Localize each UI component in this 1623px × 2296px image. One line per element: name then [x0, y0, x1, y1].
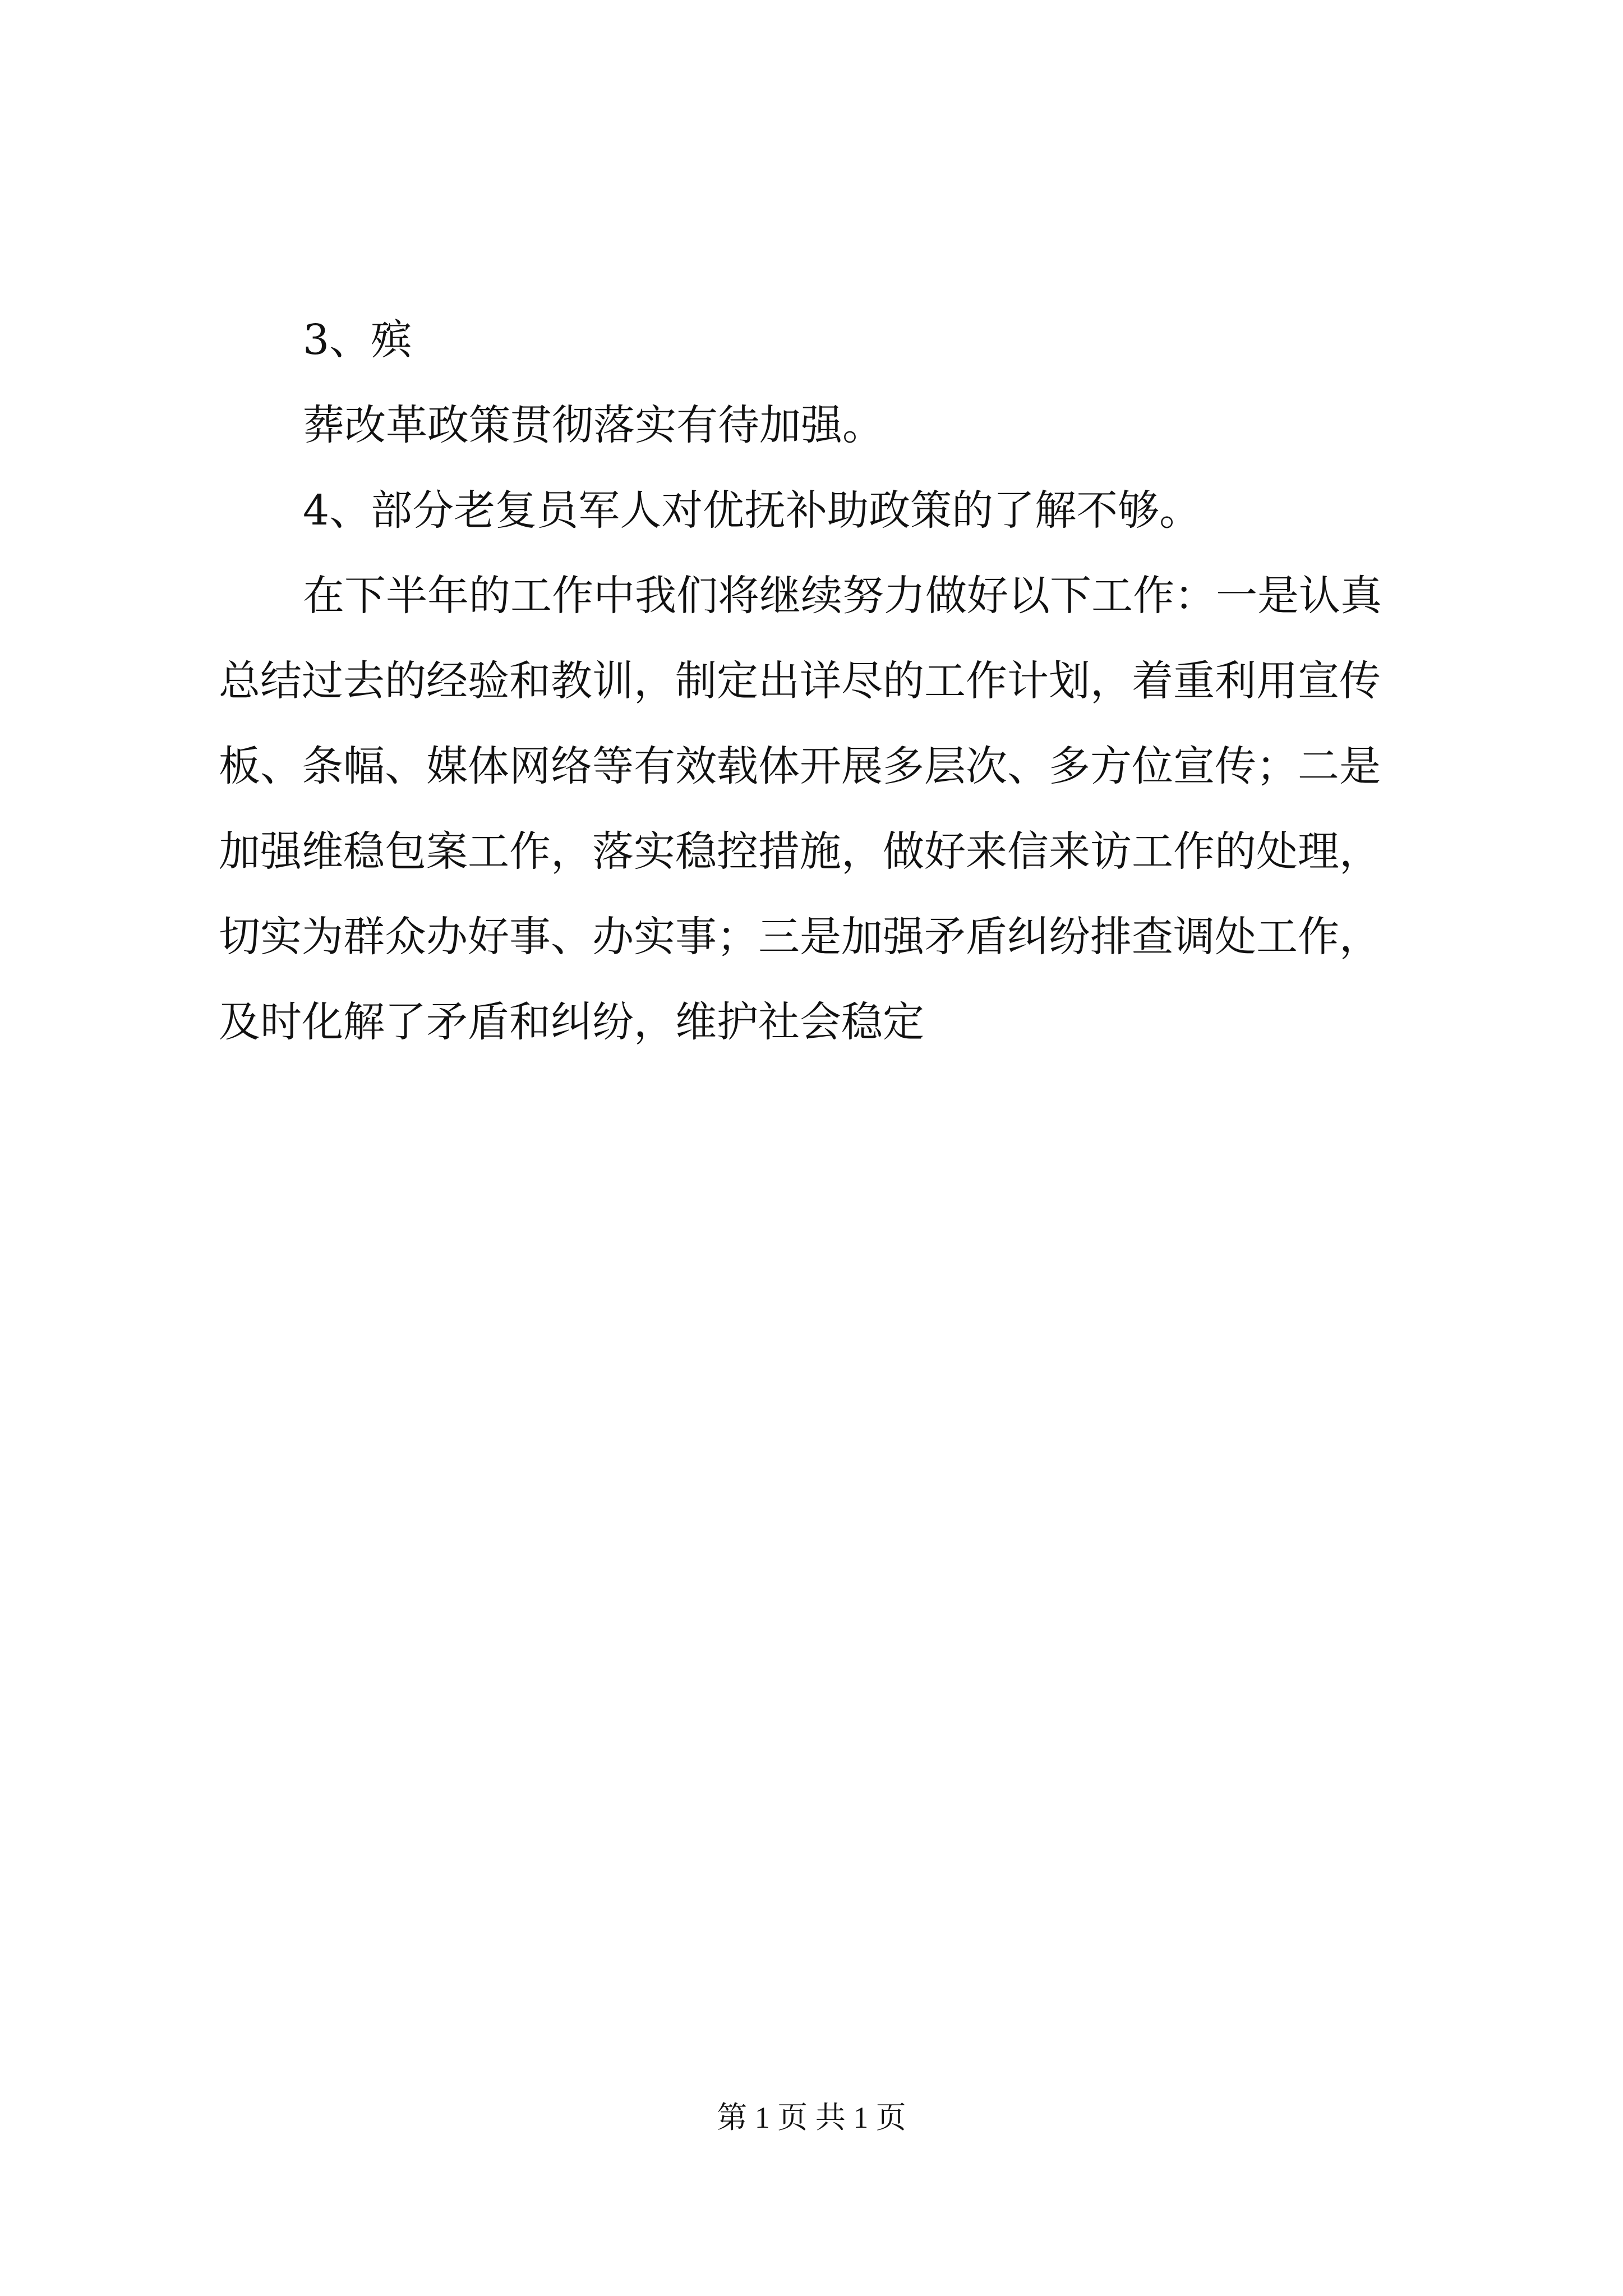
page-number-footer: 第 1 页 共 1 页	[717, 2101, 906, 2134]
item-3-line: 3、殡	[303, 316, 413, 364]
plan-paragraph-line-1: 在下半年的工作中我们将继续努力做好以下工作：一是认真	[303, 572, 1382, 620]
document-body	[219, 297, 1424, 1065]
plan-paragraph-line-5: 切实为群众办好事、办实事；三是加强矛盾纠纷排查调处工作，	[219, 913, 1381, 961]
plan-paragraph-line-6: 及时化解了矛盾和纠纷，维护社会稳定	[219, 998, 924, 1046]
item-3-continuation: 葬改革政策贯彻落实有待加强。	[303, 401, 884, 449]
plan-paragraph-line-3: 板、条幅、媒体网络等有效载体开展多层次、多方位宣传；二是	[219, 742, 1381, 790]
item-4-line: 4、部分老复员军人对优抚补助政策的了解不够。	[303, 486, 1201, 535]
plan-paragraph-line-2: 总结过去的经验和教训，制定出详尽的工作计划，着重利用宣传	[219, 657, 1381, 705]
plan-paragraph-line-4: 加强维稳包案工作，落实稳控措施，做好来信来访工作的处理，	[219, 827, 1381, 876]
